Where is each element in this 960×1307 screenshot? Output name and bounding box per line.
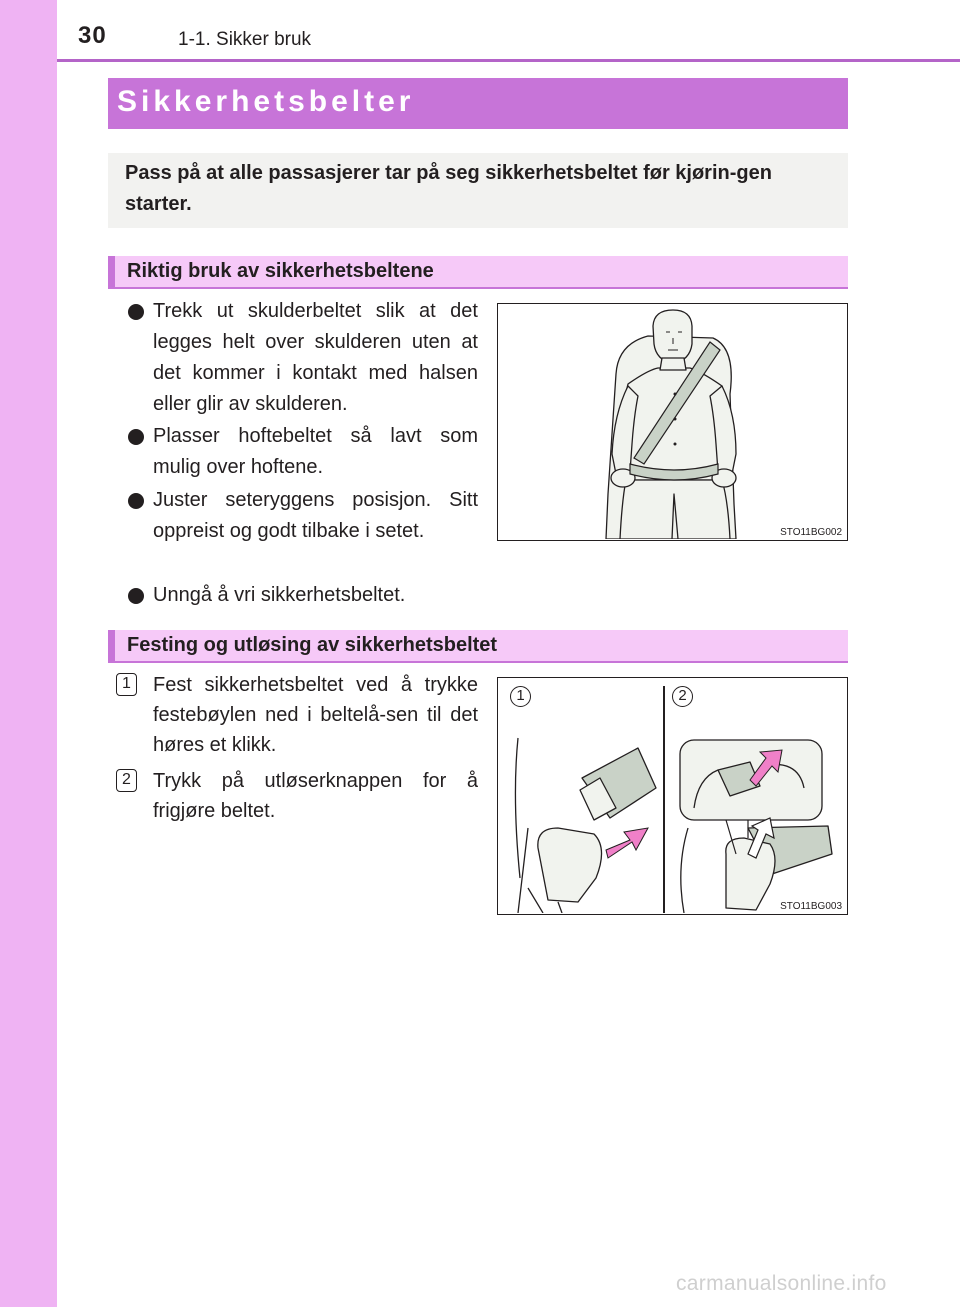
section-heading-correct-use xyxy=(108,256,848,289)
figure-label-one: 1 xyxy=(510,686,531,707)
bullet-item xyxy=(128,580,478,611)
figure-code: STO11BG002 xyxy=(780,527,842,538)
intro-text: Pass på at alle passasjerer tar på seg sikkerhetsbeltet før kjørin-gen starter. xyxy=(125,162,772,215)
section-heading-fasten-release xyxy=(108,630,848,663)
step-item xyxy=(116,766,478,826)
section-breadcrumb: 1-1. Sikker bruk xyxy=(178,29,312,50)
figure-code: STO11BG003 xyxy=(780,901,842,912)
step-number-badge: 1 xyxy=(116,673,137,696)
bullet-item xyxy=(128,296,478,420)
bullet-item xyxy=(128,485,478,547)
seated-person-illustration xyxy=(498,304,846,539)
page-number: 30 xyxy=(78,22,107,49)
step-item xyxy=(116,670,478,760)
bullet-icon xyxy=(128,493,144,509)
intro-box xyxy=(108,153,848,228)
figure-buckle xyxy=(497,677,848,915)
footer-watermark: carmanualsonline.info xyxy=(676,1272,887,1295)
page-title: Sikkerhetsbelter xyxy=(117,85,415,118)
step-number-badge: 2 xyxy=(116,769,137,792)
step-text: Trykk på utløserknappen for å frigjøre beltet. xyxy=(153,770,478,822)
buckle-illustration xyxy=(498,678,846,913)
figure-seated-person xyxy=(497,303,848,541)
bullet-icon xyxy=(128,429,144,445)
bullet-item xyxy=(128,421,478,483)
bullet-icon xyxy=(128,304,144,320)
section-heading-text: Festing og utløsing av sikkerhetsbeltet xyxy=(127,634,498,656)
side-color-band xyxy=(0,0,57,1307)
section-heading-text: Riktig bruk av sikkerhetsbeltene xyxy=(127,260,434,282)
bullet-text: Trekk ut skulderbeltet slik at det legges helt over skulderen uten at det kommer i kontakt med halsen eller glir av skulderen. xyxy=(153,300,478,415)
bullet-icon xyxy=(128,588,144,604)
step-text: Fest sikkerhetsbeltet ved å trykke festebøylen ned i beltelå-sen til det høres et klikk. xyxy=(153,674,478,756)
bullet-text: Plasser hoftebeltet så lavt som mulig over hoftene. xyxy=(153,425,478,478)
title-bar xyxy=(108,78,848,129)
figure-label-two: 2 xyxy=(672,686,693,707)
bullet-text: Unngå å vri sikkerhetsbeltet. xyxy=(153,584,406,606)
bullet-text: Juster seteryggens posisjon. Sitt oppreist og godt tilbake i setet. xyxy=(153,489,478,542)
header-rule xyxy=(57,59,960,62)
